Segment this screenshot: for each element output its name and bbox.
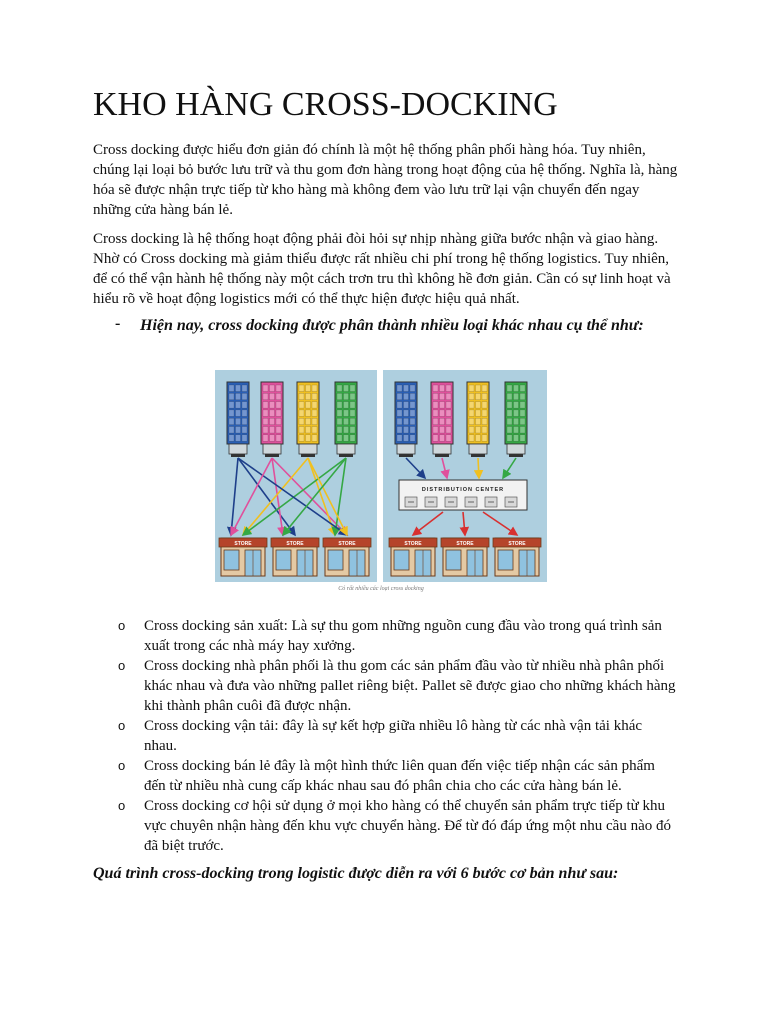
paragraph-2: Cross docking là hệ thống hoạt động phải đòi hỏi sự nhịp nhàng giữa bước nhận và giao hàng. Nhờ có Cross docking mà giảm thiểu được rất nhiều chi phí trong hệ thống logistics. Tuy nhiên, để có thể vận hành hệ thống này một cách trơn tru thì không hề đơn giản. Cần có sự linh hoạt và hiểu rõ về hoạt động logistics mới có thể thực hiện được hiệu quả nhất. — [93, 231, 671, 307]
process-heading: Quá trình cross-docking trong logistic được diễn ra với 6 bước cơ bản như sau: — [93, 865, 619, 882]
list-item — [118, 656, 678, 716]
cross-docking-diagram — [215, 370, 547, 594]
store-icon — [271, 538, 319, 576]
cross-docking-figure — [215, 370, 547, 594]
dash-item-text: Hiện nay, cross docking được phân thành nhiều loại khác nhau cụ thể như: — [140, 317, 644, 334]
flow-arrow — [478, 458, 479, 478]
store-label: STORE — [508, 541, 526, 547]
bullet-marker: o — [118, 658, 126, 673]
truck-icon — [261, 382, 283, 457]
store-label: STORE — [456, 541, 474, 547]
truck-icon — [467, 382, 489, 457]
list-item-text: Cross docking vận tải: đây là sự kết hợp giữa nhiều lô hàng từ các nhà vận tải khác nhau. — [144, 718, 643, 754]
truck-icon — [395, 382, 417, 457]
store-label: STORE — [404, 541, 422, 547]
paragraph-1: Cross docking được hiểu đơn giản đó chính là một hệ thống phân phối hàng hóa. Tuy nhiên, chúng lại loại bỏ bước lưu trữ và thu gom đơn hàng trong hoạt động của hệ thống. Nghĩa là, hàng hóa sẽ được nhận trực tiếp từ kho hàng mà không đem vào lưu trữ lại vận chuyển đến ngay những cửa hàng bán lẻ. — [93, 142, 678, 218]
list-item — [118, 616, 678, 656]
bullet-marker: o — [118, 718, 126, 733]
store-icon — [441, 538, 489, 576]
bullet-marker: o — [118, 618, 126, 633]
list-item-text: Cross docking cơ hội sử dụng ở mọi kho hàng có thể chuyển sản phẩm trực tiếp từ khu vực chuyên nhận hàng đến khu vực chuyển hàng. Để từ đó đáp ứng một nhu cầu nào đó đã biệt trước. — [144, 798, 671, 854]
distribution-center-label: DISTRIBUTION CENTER — [421, 487, 505, 493]
list-item — [118, 756, 678, 796]
store-icon — [323, 538, 371, 576]
store-label: STORE — [234, 541, 252, 547]
store-icon — [219, 538, 267, 576]
list-item-text: Cross docking bán lẻ đây là một hình thức liên quan đến việc tiếp nhận các sản phẩm đến từ nhiều nhà cung cấp khác nhau sau đó phân chia cho các cửa hàng bán lẻ. — [144, 758, 655, 794]
dash-marker: - — [115, 315, 121, 332]
truck-icon — [431, 382, 453, 457]
store-label: STORE — [286, 541, 304, 547]
figure-caption: Có rất nhiều các loại cross docking — [338, 586, 424, 592]
list-item-text: Cross docking sản xuất: Là sự thu gom những nguồn cung đầu vào trong quá trình sản xuất trong các nhà máy hay xưởng. — [144, 618, 662, 654]
truck-icon — [335, 382, 357, 457]
truck-icon — [297, 382, 319, 457]
bullet-marker: o — [118, 798, 126, 813]
document-title: KHO HÀNG CROSS-DOCKING — [93, 86, 558, 123]
list-item — [118, 716, 678, 756]
store-icon — [389, 538, 437, 576]
store-icon — [493, 538, 541, 576]
list-item — [118, 796, 678, 856]
truck-icon — [227, 382, 249, 457]
distribution-center — [399, 480, 527, 510]
truck-icon — [505, 382, 527, 457]
sub-list — [118, 616, 678, 856]
bullet-marker: o — [118, 758, 126, 773]
store-label: STORE — [338, 541, 356, 547]
list-item-text: Cross docking nhà phân phối là thu gom các sản phẩm đầu vào từ nhiều nhà phân phối khác nhau và đưa vào những pallet riêng biệt. Pallet sẽ được giao cho những khách hàng khi thành phân cuôi đã được nhận. — [144, 658, 676, 714]
